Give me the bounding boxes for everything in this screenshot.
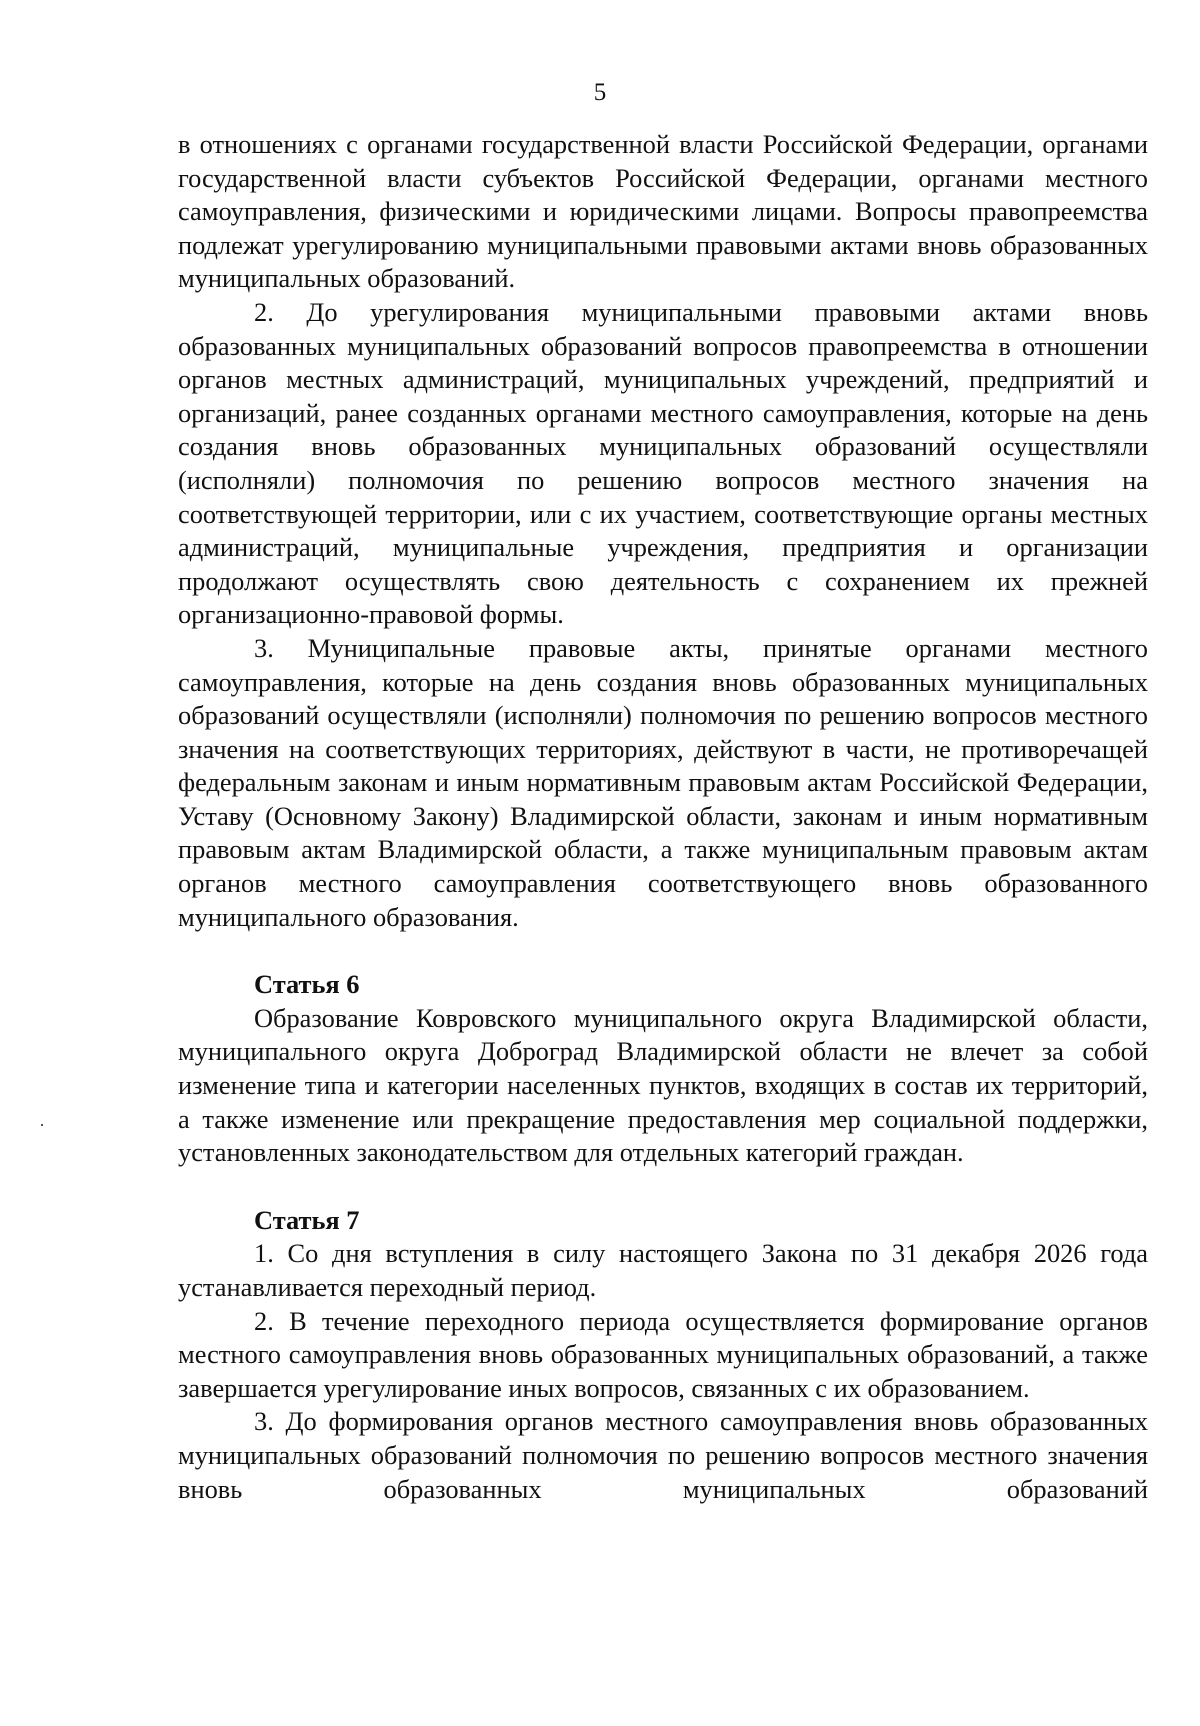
page-number: 5 bbox=[593, 79, 607, 106]
article-6-heading: Статья 6 bbox=[254, 969, 360, 1000]
article-6-text: Образование Ковровского муниципального округа Владимирской области, муниципального округа Доброград Владимирской области не влечет за собой изменение типа и категории населенных пунктов, входящих в состав их территорий, а также изменение или прекращение предоставления мер социальной поддержки, установленных законодательством для отдельных категорий граждан. bbox=[178, 1002, 1148, 1168]
section-gap bbox=[178, 934, 1148, 968]
paragraph-2: 2. До урегулирования муниципальными правовыми актами вновь образованных муниципальных образований вопросов правопреемства в отношении органов местных администраций, муниципальных учреждений, предприятий и организаций, ранее созданных органами местного самоуправления, которые на день создания вновь образованных муниципальных образований осуществляли (исполняли) полномочия по решению вопросов местного значения на соответствующей территории, или с их участием, соответствующие органы местных администраций, муниципальные учреждения, предприятия и организации продолжают осуществлять свою деятельность с сохранением их прежней организационно-правовой формы. bbox=[178, 296, 1148, 630]
article-7-paragraph-1: 1. Со дня вступления в силу настоящего Закона по 31 декабря 2026 года устанавливается переходный период. bbox=[178, 1238, 1148, 1302]
document-body bbox=[178, 128, 1148, 1506]
article-7-paragraph-2: 2. В течение переходного периода осуществляется формирование органов местного самоуправления вновь образованных муниципальных образований, а также завершается урегулирование иных вопросов, связанных с их образованием. bbox=[178, 1305, 1148, 1403]
intro-paragraph: в отношениях с органами государственной власти Российской Федерации, органами государственной власти субъектов Российской Федерации, органами местного самоуправления, физическими и юридическими лицами. Вопросы правопреемства подлежат урегулированию муниципальными правовыми актами вновь образованных муниципальных образований. bbox=[178, 129, 1148, 294]
section-gap bbox=[178, 1170, 1148, 1204]
article-7-paragraph-3: 3. До формирования органов местного самоуправления вновь образованных муниципальных образований полномочия по решению вопросов местного значения вновь образованных муниципальных образований bbox=[178, 1406, 1148, 1504]
article-7-heading: Статья 7 bbox=[254, 1204, 360, 1235]
paragraph-3: 3. Муниципальные правовые акты, принятые органами местного самоуправления, которые на день создания вновь образованных муниципальных образований осуществляли (исполняли) полномочия по решению вопросов местного значения на соответствующих территориях, действуют в части, не противоречащей федеральным законам и иным нормативным правовым актам Российской Федерации, Уставу (Основному Закону) Владимирской области, законам и иным нормативным правовым актам Владимирской области, а также муниципальным правовым актам органов местного самоуправления соответствующего вновь образованного муниципального образования. bbox=[178, 632, 1148, 932]
scan-speck bbox=[41, 1124, 43, 1126]
